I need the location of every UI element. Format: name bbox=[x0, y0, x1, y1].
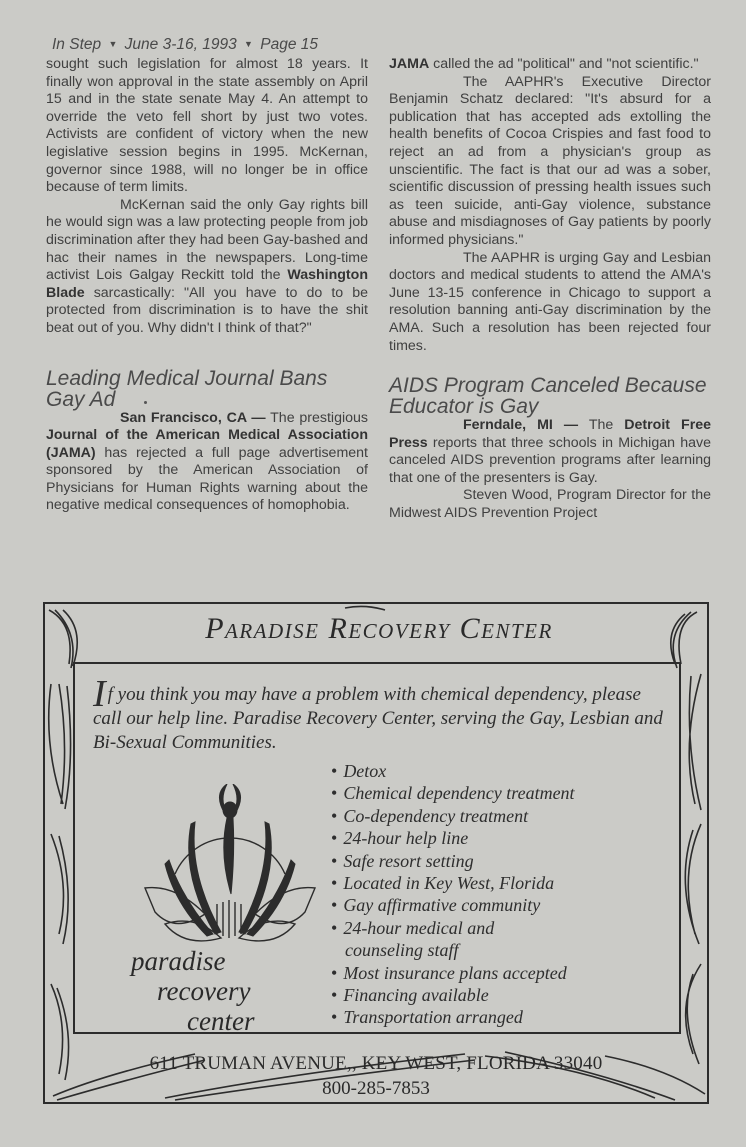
service-item: • Most insurance plans accepted bbox=[331, 962, 575, 984]
dateline: San Francisco, CA — bbox=[120, 409, 266, 426]
ad-address: 611 TRUMAN AVENUE,, KEY WEST, FLORIDA 33040 bbox=[149, 1053, 603, 1074]
issue-date: June 3-16, 1993 bbox=[124, 36, 237, 53]
service-item: • Safe resort setting bbox=[331, 850, 575, 872]
service-item: • Co-dependency treatment bbox=[331, 805, 575, 827]
dateline: Ferndale, MI — bbox=[463, 417, 579, 434]
publication-reference: Washington Blade bbox=[46, 267, 368, 301]
triangle-separator-icon: ▼ bbox=[244, 39, 253, 49]
service-item: • 24-hour help line bbox=[331, 827, 575, 849]
ad-phone-number: 800-285-7853 bbox=[322, 1078, 430, 1099]
article-body: San Francisco, CA — The prestigious Journal of the American Medical Association (JAMA) has rejected a full page advertisement sponsored by the American Association of Physicians for Human Rights warning about the negative medical consequences of homophobia. bbox=[46, 409, 368, 514]
service-item: • Transportation arranged bbox=[331, 1006, 575, 1028]
page-number: Page 15 bbox=[260, 36, 319, 53]
service-item-continued: counseling staff bbox=[345, 940, 459, 961]
mckernan-paragraph: McKernan said the only Gay rights bill he would sign was a law protecting people from job discrimination after they had been Gay-bashed and hac their names in the newspapers. Long-time activist Lois Galgay Reckitt told the Washington Blade sarcastically: "All you have to do to be protected from discrimination is to have the shit beat out of you. Why didn't I think of that?" bbox=[46, 196, 368, 336]
logo-wordmark: paradise recovery center bbox=[131, 946, 255, 1036]
ad-intro-text: If you think you may have a problem with chemical dependency, please call our help line. Paradise Recovery Center, serving the Gay, Lesbian and Bi-Sexual Communities. bbox=[93, 673, 663, 753]
page-header bbox=[52, 36, 318, 54]
service-item: • 24-hour medical and bbox=[331, 917, 575, 939]
jama-paragraph: JAMA called the ad "political" and "not scientific." bbox=[389, 56, 699, 72]
aaphr-paragraph: The AAPHR is urging Gay and Lesbian doctors and medical students to attend the AMA's June 13-15 conference in Chicago to support a resolution banning anti-Gay discrimination by the AMA. Such a resolution has been rejected four times. bbox=[389, 249, 711, 354]
article-body: Ferndale, MI — The Detroit Free Press reports that three schools in Michigan have canceled AIDS prevention programs after learning that one of the presenters is Gay. bbox=[389, 417, 711, 486]
triangle-separator-icon: ▼ bbox=[108, 39, 118, 49]
right-column bbox=[389, 56, 711, 523]
advertisement bbox=[43, 602, 709, 1104]
drop-cap: I bbox=[93, 673, 106, 715]
service-item: • Financing available bbox=[331, 984, 575, 1006]
article-headline: AIDS Program Canceled Because Educator is Gay bbox=[389, 374, 707, 419]
ad-inner-panel bbox=[73, 662, 681, 1034]
article-body-continued: Steven Wood, Program Director for the Midwest AIDS Prevention Project bbox=[389, 487, 711, 522]
service-item: • Located in Key West, Florida bbox=[331, 872, 575, 894]
service-item: • Detox bbox=[331, 760, 575, 782]
left-column bbox=[46, 56, 368, 515]
continued-paragraph: sought such legislation for almost 18 years. It finally won approval in the state assembly on April 15 and in the state senate May 4. An attempt to override the veto fell short by just two votes. Activists are confident of victory when the new legislative session begins in 1995. McKernan, governor since 1988, will no longer be in office because of term limits. bbox=[46, 56, 368, 196]
service-item: • Gay affirmative community bbox=[331, 894, 575, 916]
schatz-paragraph: The AAPHR's Executive Director Benjamin Schatz declared: "It's absurd for a publication that has accepted ads extolling the health benefits of Cocoa Crispies and fast food to reject an ad from a physician's group as unscientific. The fact is that our ad was a sober, scientific discussion of pressing health issues such as teen suicide, anti-Gay violence, substance abuse and misdiagnoses of Gay patients by poorly informed physicians." bbox=[389, 73, 711, 248]
article-headline: Leading Medical Journal Bans Gay Ad bbox=[46, 366, 328, 411]
service-item: • Chemical dependency treatment bbox=[331, 782, 575, 804]
services-list bbox=[331, 760, 575, 1029]
publication-name: In Step bbox=[52, 36, 102, 53]
ad-title: Paradise Recovery Center bbox=[205, 612, 553, 645]
print-speck bbox=[144, 401, 147, 404]
